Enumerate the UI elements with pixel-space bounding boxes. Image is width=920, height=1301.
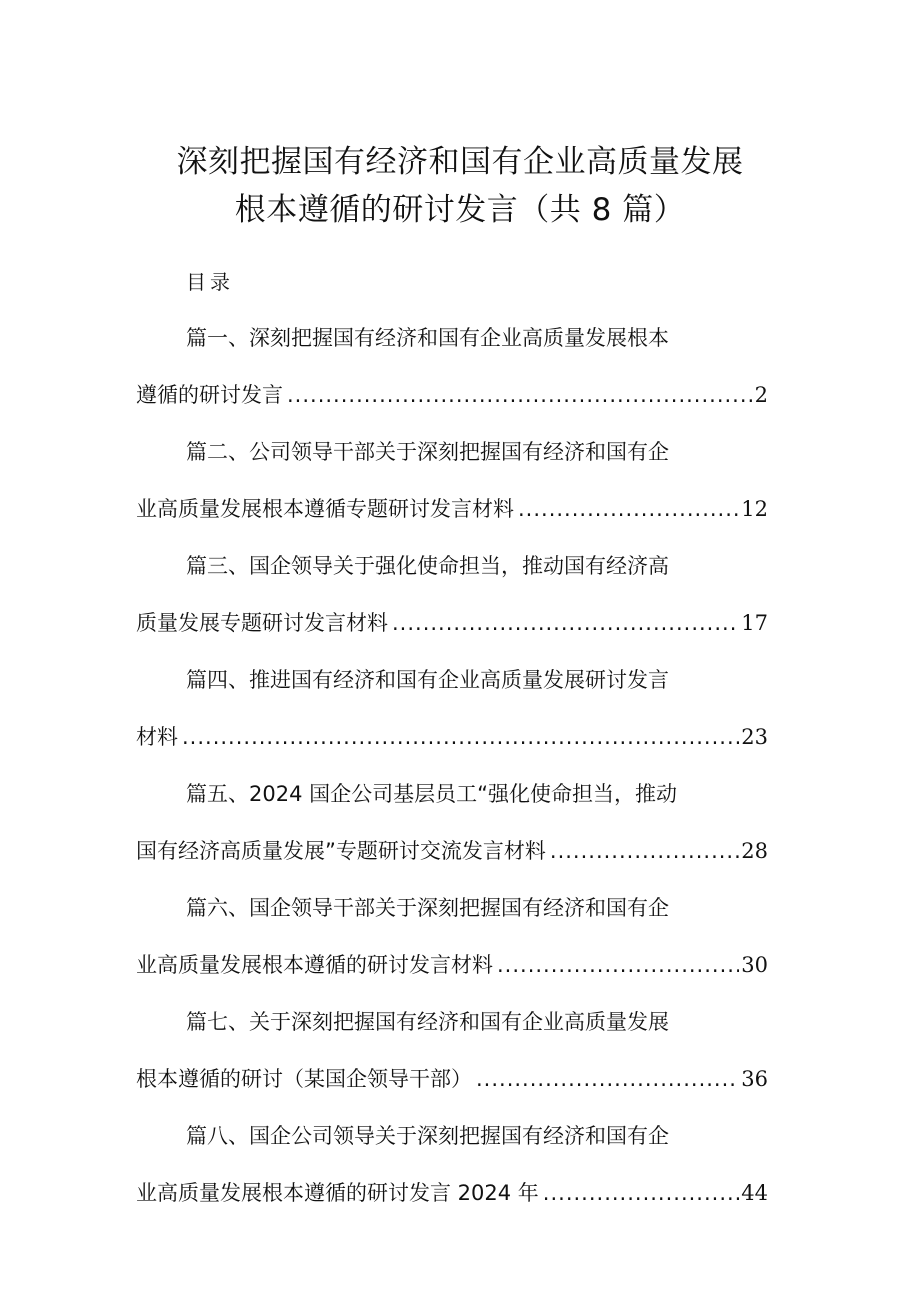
toc-leader-dots xyxy=(497,947,739,983)
toc-page-number: 2 xyxy=(754,383,768,407)
toc-entry-title: 篇一、深刻把握国有经济和国有企业高质量发展根本 xyxy=(186,326,669,350)
toc-entry-7[interactable] xyxy=(136,1004,768,1097)
toc-entry-continuation xyxy=(136,719,768,755)
toc-entry-continuation xyxy=(136,1061,768,1097)
toc-entry-3[interactable] xyxy=(136,548,768,641)
toc-entry-continuation xyxy=(136,491,768,527)
toc-page-number: 30 xyxy=(741,953,768,977)
toc-entry-title-continued: 国有经济高质量发展”专题研讨交流发言材料 xyxy=(136,839,546,863)
document-title xyxy=(0,138,920,234)
toc-entry-continuation xyxy=(136,377,768,413)
toc-leader-dots xyxy=(392,605,739,641)
toc-page-number: 44 xyxy=(741,1181,768,1205)
toc-entry-title: 篇五、2024 国企公司基层员工“强化使命担当，推动 xyxy=(186,782,677,806)
toc-page-number: 28 xyxy=(741,839,768,863)
toc-leader-dots xyxy=(550,833,739,869)
toc-leader-dots xyxy=(287,377,753,413)
toc-entry-continuation xyxy=(136,1175,768,1211)
toc-entry-1[interactable] xyxy=(136,320,768,413)
toc-entry-continuation xyxy=(136,947,768,983)
toc-page-number: 36 xyxy=(741,1067,768,1091)
toc-entry-title-continued: 根本遵循的研讨（某国企领导干部） xyxy=(136,1067,472,1091)
toc-page-number: 17 xyxy=(741,611,768,635)
toc-entry-title-continued: 遵循的研讨发言 xyxy=(136,383,283,407)
toc-entry-title-continued: 业高质量发展根本遵循的研讨发言材料 xyxy=(136,953,493,977)
toc-entry-title: 篇六、国企领导干部关于深刻把握国有经济和国有企 xyxy=(186,896,669,920)
toc-entry-6[interactable] xyxy=(136,890,768,983)
toc-entry-title: 篇二、公司领导干部关于深刻把握国有经济和国有企 xyxy=(186,440,669,464)
toc-entry-title-continued: 业高质量发展根本遵循专题研讨发言材料 xyxy=(136,497,514,521)
toc-entry-2[interactable] xyxy=(136,434,768,527)
toc-entry-title: 篇三、国企领导关于强化使命担当，推动国有经济高 xyxy=(186,554,669,578)
toc-leader-dots xyxy=(476,1061,739,1097)
toc-heading: 目录 xyxy=(186,270,234,294)
toc-leader-dots xyxy=(182,719,739,755)
toc-leader-dots xyxy=(518,491,739,527)
toc-page-number: 23 xyxy=(741,725,768,749)
toc-entry-8[interactable] xyxy=(136,1118,768,1211)
toc-entry-title: 篇四、推进国有经济和国有企业高质量发展研讨发言 xyxy=(186,668,669,692)
toc-entry-title-continued: 质量发展专题研讨发言材料 xyxy=(136,611,388,635)
toc-entry-title: 篇八、国企公司领导关于深刻把握国有经济和国有企 xyxy=(186,1124,669,1148)
toc-entry-title: 篇七、关于深刻把握国有经济和国有企业高质量发展 xyxy=(186,1010,669,1034)
toc-page-number: 12 xyxy=(741,497,768,521)
title-line-2: 根本遵循的研讨发言（共 8 篇） xyxy=(234,192,686,228)
toc-entry-continuation xyxy=(136,605,768,641)
toc-entry-title-continued: 业高质量发展根本遵循的研讨发言 2024 年 xyxy=(136,1181,539,1205)
toc-entry-4[interactable] xyxy=(136,662,768,755)
toc-leader-dots xyxy=(543,1175,739,1211)
title-line-1: 深刻把握国有经济和国有企业高质量发展 xyxy=(176,144,744,180)
toc-entry-title-continued: 材料 xyxy=(136,725,178,749)
toc-entry-continuation xyxy=(136,833,768,869)
toc-entry-5[interactable] xyxy=(136,776,768,869)
